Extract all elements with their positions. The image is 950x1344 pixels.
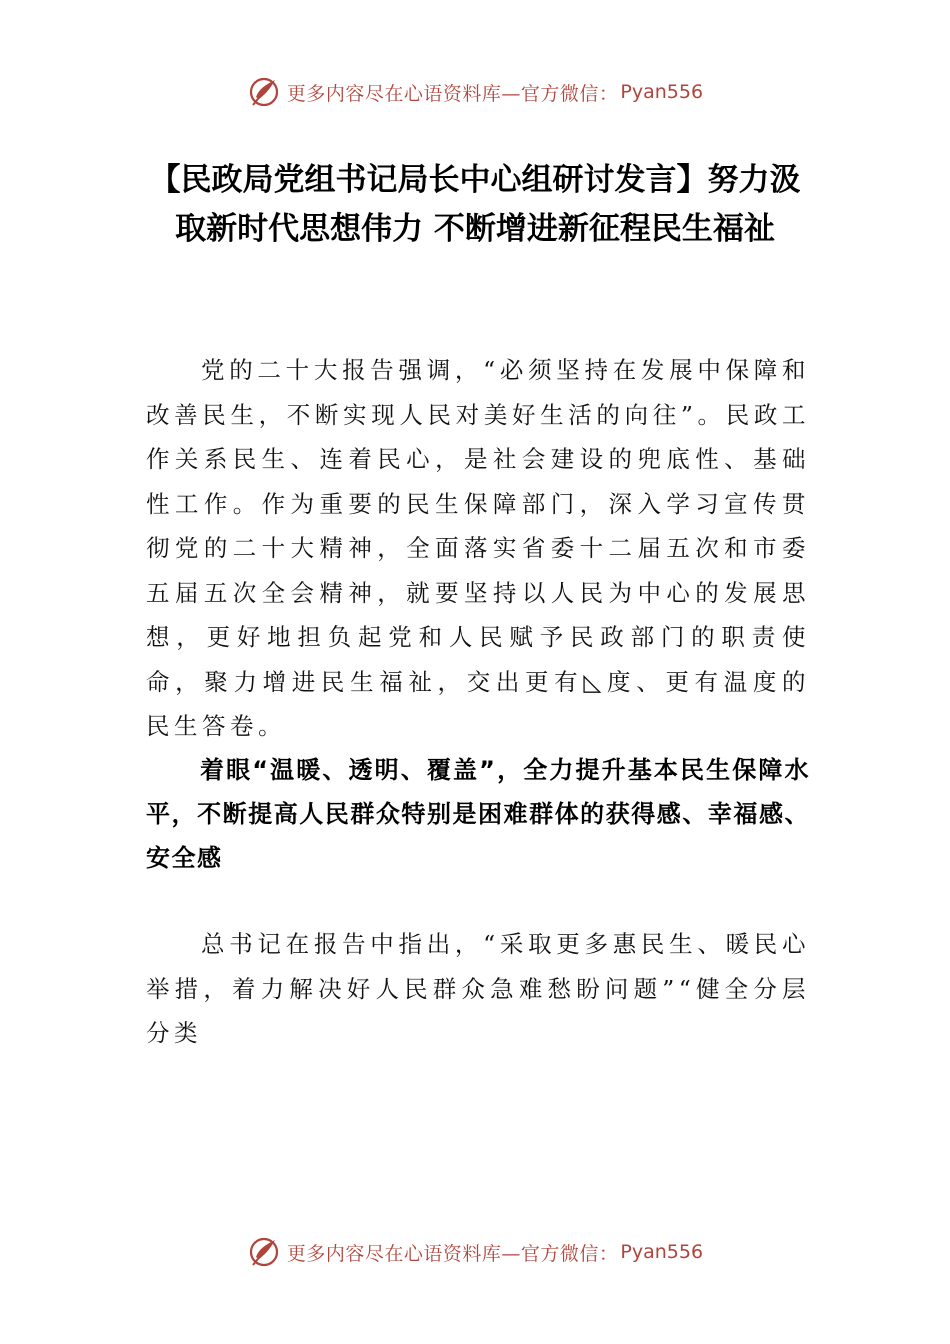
section-heading: 着眼“温暖、透明、覆盖”，全力提升基本民生保障水平，不断提高人民群众特别是困难群体的获得感、幸福感、安全感 (146, 756, 810, 872)
banner-text: 更多内容尽在心语资料库—官方微信： (286, 1242, 619, 1265)
quill-logo-icon (247, 75, 281, 109)
header-banner (0, 72, 950, 112)
banner-text: 更多内容尽在心语资料库—官方微信： (286, 82, 619, 105)
wechat-id: Pyan556 (620, 1241, 704, 1263)
body-paragraph-1: 党的二十大报告强调，“必须坚持在发展中保障和改善民生，不断实现人民对美好生活的向往”。民政工作关系民生、连着民心，是社会建设的兜底性、基础性工作。作为重要的民生保障部门，深入学习宣传贯彻党的二十大精神，全面落实省委十二届五次和市委五届五次全会精神，就要坚持以人民为中心的发展思想，更好地担负起党和人民赋予民政部门的职责使命，聚力增进民生福祉，交出更有◺度、更有温度的民生答卷。 (146, 356, 810, 740)
body-paragraph-2: 总书记在报告中指出，“采取更多惠民生、暖民心举措，着力解决好人民群众急难愁盼问题”“健全分层分类 (146, 930, 810, 1047)
footer-banner (0, 1232, 950, 1272)
quill-logo-icon (247, 1235, 281, 1269)
document-title: 【民政局党组书记局长中心组研讨发言】努力汲取新时代思想伟力 不断增进新征程民生福祉 (149, 162, 801, 247)
wechat-id: Pyan556 (620, 81, 704, 103)
